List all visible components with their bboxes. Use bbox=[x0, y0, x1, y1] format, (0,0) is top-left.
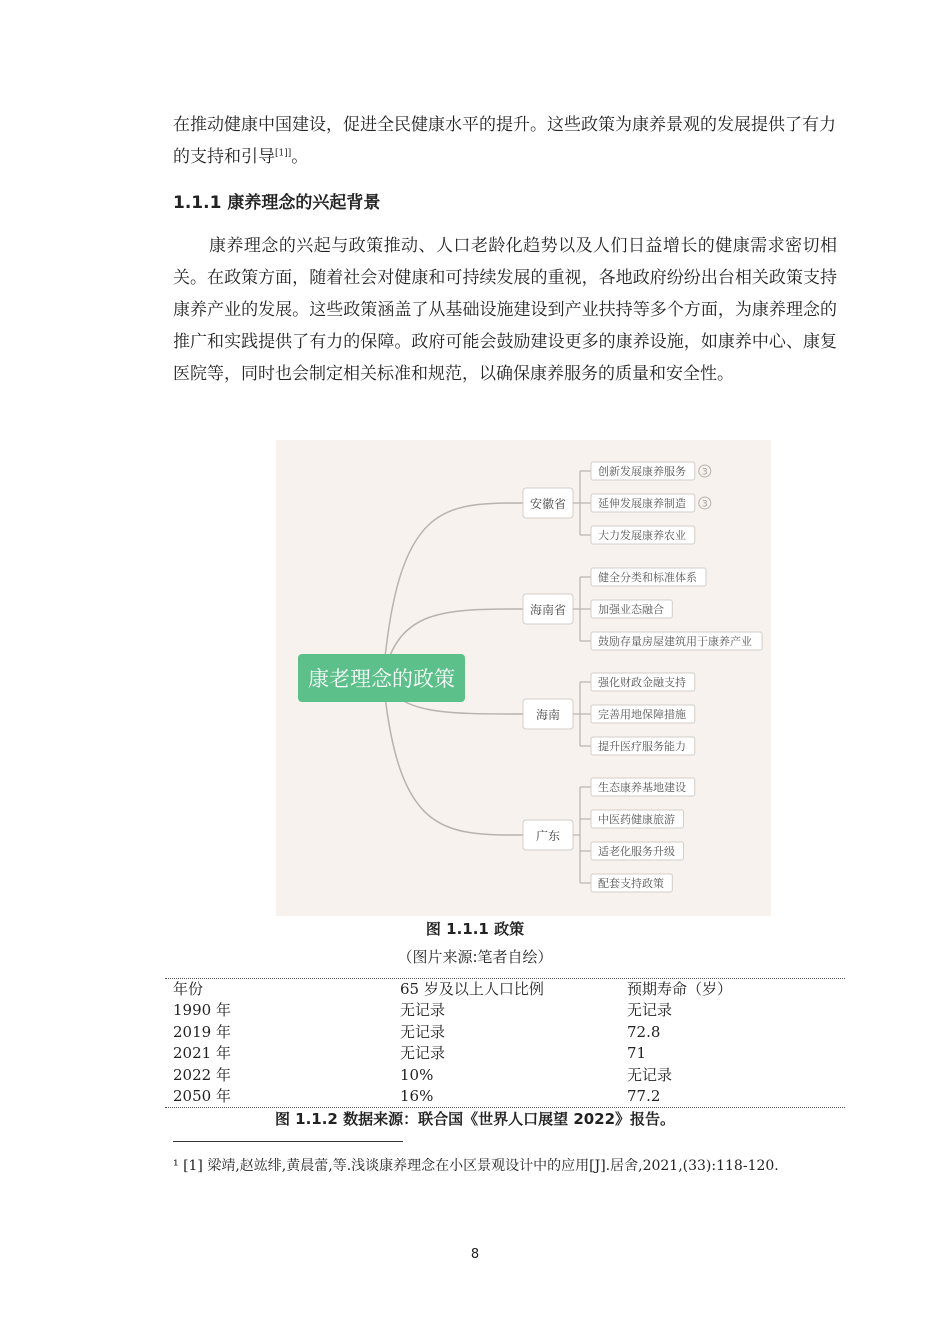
table-cell: 77.2 bbox=[627, 1086, 661, 1105]
table-cell: 10% bbox=[400, 1065, 434, 1084]
leaf-label: 提升医疗服务能力 bbox=[598, 740, 686, 753]
table-header-cell: 预期寿命（岁） bbox=[627, 980, 733, 998]
leaf-label: 创新发展康养服务 bbox=[598, 465, 686, 478]
paragraph-intro: 在推动健康中国建设，促进全民健康水平的提升。这些政策为康养景观的发展提供了有力的支持和引导[1]]。 bbox=[173, 115, 836, 167]
paragraph-background: 康养理念的兴起与政策推动、人口老龄化趋势以及人们日益增长的健康需求密切相关。在政策方面，随着社会对健康和可持续发展的重视，各地政府纷纷出台相关政策支持康养产业的发展。这些政策涵盖了从基础设施建设到产业扶持等多个方面，为康养理念的推广和实践提供了有力的保障。政府可能会鼓励建设更多的康养设施，如康养中心、康复医院等，同时也会制定相关标准和规范，以确保康养服务的质量和安全性。 bbox=[173, 236, 837, 384]
branch-label: 广东 bbox=[535, 829, 561, 843]
page-number: 8 bbox=[470, 1247, 480, 1262]
branch-label: 安徽省 bbox=[529, 497, 567, 511]
leaf-label: 鼓励存量房屋建筑用于康养产业 bbox=[598, 635, 752, 648]
table-cell: 71 bbox=[627, 1044, 647, 1063]
table-cell: 无记录 bbox=[400, 1044, 446, 1063]
leaf-label: 大力发展康养农业 bbox=[598, 529, 686, 542]
table-cell: 无记录 bbox=[627, 1065, 673, 1084]
table-row bbox=[165, 1086, 845, 1107]
table-cell: 16% bbox=[400, 1086, 434, 1105]
leaf-label: 中医药健康旅游 bbox=[598, 813, 675, 826]
table-row bbox=[165, 1000, 845, 1021]
table-cell: 无记录 bbox=[400, 1001, 446, 1020]
count-badge-label: 3 bbox=[701, 499, 708, 510]
table-cell: 72.8 bbox=[627, 1022, 661, 1041]
leaf-label: 延伸发展康养制造 bbox=[598, 497, 686, 510]
table-row bbox=[165, 1065, 845, 1086]
branch-label: 海南省 bbox=[529, 603, 567, 617]
table-header-cell: 65 岁及以上人口比例 bbox=[400, 980, 544, 998]
footnote: ¹ [1] 梁靖,赵竑绯,黄晨蕾,等.浅谈康养理念在小区景观设计中的应用[J].居舍,2021,(33):118-120. bbox=[173, 1158, 779, 1174]
count-badge-label: 3 bbox=[701, 467, 708, 478]
table-cell: 无记录 bbox=[627, 1001, 673, 1020]
leaf-label: 健全分类和标准体系 bbox=[598, 571, 697, 584]
figure-caption: 图 1.1.1 政策 bbox=[425, 920, 525, 938]
table-row bbox=[165, 1022, 845, 1043]
leaf-label: 配套支持政策 bbox=[598, 877, 664, 890]
table-cell: 2050 年 bbox=[173, 1086, 231, 1105]
table-caption: 图 1.1.2 数据来源：联合国《世界人口展望 2022》报告。 bbox=[274, 1110, 676, 1128]
mindmap-figure bbox=[276, 440, 771, 916]
branch-label: 海南 bbox=[535, 708, 561, 722]
population-table bbox=[165, 978, 845, 1108]
table-cell: 无记录 bbox=[400, 1022, 446, 1041]
leaf-label: 完善用地保障措施 bbox=[598, 708, 686, 721]
table-cell: 1990 年 bbox=[173, 1001, 231, 1020]
leaf-label: 加强业态融合 bbox=[598, 603, 664, 616]
table-cell: 2019 年 bbox=[173, 1022, 231, 1041]
table-row bbox=[165, 1043, 845, 1064]
table-cell: 2021 年 bbox=[173, 1044, 231, 1063]
connector-line bbox=[383, 503, 523, 678]
footnote-divider bbox=[173, 1141, 403, 1142]
root-label: 康老理念的政策 bbox=[308, 667, 455, 691]
table-cell: 2022 年 bbox=[173, 1065, 231, 1084]
leaf-label: 强化财政金融支持 bbox=[598, 676, 686, 689]
leaf-label: 生态康养基地建设 bbox=[598, 781, 686, 794]
citation-ref[interactable]: [1]] bbox=[275, 148, 292, 159]
section-heading: 1.1.1 康养理念的兴起背景 bbox=[173, 193, 381, 213]
table-header-cell: 年份 bbox=[173, 980, 204, 998]
figure-source: （图片来源:笔者自绘） bbox=[397, 948, 553, 966]
table-header-row bbox=[165, 979, 845, 1000]
leaf-label: 适老化服务升级 bbox=[598, 845, 675, 858]
